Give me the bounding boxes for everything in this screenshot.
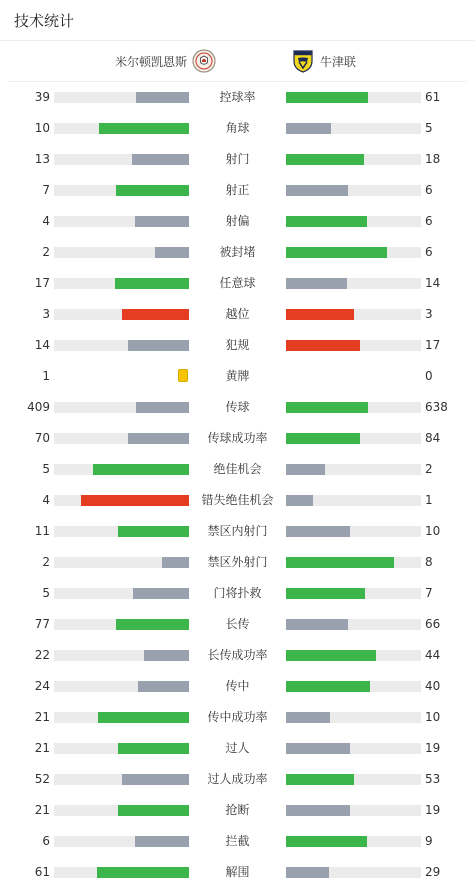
home-bar [144, 650, 189, 661]
away-bar [286, 526, 350, 537]
away-value: 6 [425, 214, 433, 228]
home-value: 13 [34, 152, 50, 166]
home-bar-track [54, 278, 189, 289]
away-team-name: 牛津联 [320, 54, 357, 69]
stat-label: 传球 [225, 400, 250, 414]
away-value: 17 [425, 338, 441, 352]
oxford-united-crest-icon [291, 49, 315, 73]
away-value: 44 [425, 648, 441, 662]
stat-label: 越位 [225, 307, 250, 321]
away-value: 61 [425, 90, 441, 104]
home-bar-track [54, 867, 189, 878]
stat-row [0, 180, 475, 200]
away-bar-track [286, 278, 421, 289]
away-bar-track [286, 588, 421, 599]
home-bar [138, 681, 189, 692]
away-bar-track [286, 619, 421, 630]
home-value: 4 [42, 214, 50, 228]
home-bar-track [54, 619, 189, 630]
home-value: 1 [42, 369, 50, 383]
home-value: 409 [27, 400, 50, 414]
away-bar-track [286, 681, 421, 692]
home-bar-track [54, 526, 189, 537]
home-bar [118, 743, 189, 754]
stat-label: 过人成功率 [207, 772, 268, 786]
stat-row [0, 831, 475, 851]
away-bar [286, 557, 394, 568]
away-bar-track [286, 526, 421, 537]
away-value: 3 [425, 307, 433, 321]
stat-row [0, 645, 475, 665]
away-bar [286, 743, 350, 754]
stat-row [0, 614, 475, 634]
away-bar-track [286, 650, 421, 661]
home-value: 70 [34, 431, 50, 445]
stat-row [0, 211, 475, 231]
away-bar [286, 309, 354, 320]
away-bar [286, 185, 348, 196]
away-bar [286, 836, 367, 847]
home-bar [132, 154, 189, 165]
mk-dons-crest-icon [192, 49, 216, 73]
teams-row [9, 41, 466, 82]
home-value: 3 [42, 307, 50, 321]
away-value: 638 [425, 400, 448, 414]
away-bar-track [286, 805, 421, 816]
stat-label: 禁区内射门 [207, 524, 268, 538]
home-bar-track [54, 402, 189, 413]
away-bar-track [286, 495, 421, 506]
home-team-name: 米尔顿凯恩斯 [114, 54, 187, 69]
stat-label: 抢断 [225, 803, 250, 817]
away-value: 5 [425, 121, 433, 135]
away-bar [286, 650, 376, 661]
away-bar [286, 154, 364, 165]
away-bar-track [286, 433, 421, 444]
stat-row [0, 366, 475, 386]
home-value: 10 [34, 121, 50, 135]
away-value: 1 [425, 493, 433, 507]
away-value: 18 [425, 152, 441, 166]
away-bar-track [286, 309, 421, 320]
home-value: 77 [34, 617, 50, 631]
stat-label: 解围 [225, 865, 250, 879]
away-value: 84 [425, 431, 441, 445]
away-bar [286, 216, 367, 227]
home-bar [128, 340, 189, 351]
away-value: 19 [425, 803, 441, 817]
home-bar [155, 247, 189, 258]
home-bar [118, 526, 189, 537]
home-value: 5 [42, 462, 50, 476]
home-bar-track [54, 805, 189, 816]
home-bar-track [54, 712, 189, 723]
away-bar [286, 774, 354, 785]
away-value: 10 [425, 710, 441, 724]
stat-label: 过人 [225, 741, 250, 755]
home-bar-track [54, 557, 189, 568]
away-value: 0 [425, 369, 433, 383]
away-bar-track [286, 743, 421, 754]
away-value: 6 [425, 183, 433, 197]
section-header [0, 0, 475, 41]
away-bar [286, 464, 325, 475]
home-value: 21 [34, 803, 50, 817]
stat-row [0, 118, 475, 138]
home-bar-track [54, 123, 189, 134]
away-bar-track [286, 92, 421, 103]
stat-row [0, 738, 475, 758]
home-value: 11 [34, 524, 50, 538]
stat-label: 门将扑救 [213, 586, 262, 600]
away-value: 7 [425, 586, 433, 600]
away-bar-track [286, 154, 421, 165]
away-value: 9 [425, 834, 433, 848]
home-bar [115, 278, 189, 289]
away-bar-track [286, 185, 421, 196]
stat-row [0, 800, 475, 820]
home-bar [98, 712, 189, 723]
away-value: 10 [425, 524, 441, 538]
away-bar [286, 247, 387, 258]
home-bar-track [54, 774, 189, 785]
home-value: 6 [42, 834, 50, 848]
away-bar [286, 867, 329, 878]
home-value: 24 [34, 679, 50, 693]
stat-label: 传球成功率 [207, 431, 268, 445]
stat-row [0, 149, 475, 169]
section-title: 技术统计 [14, 11, 75, 30]
stat-label: 射偏 [225, 214, 250, 228]
away-bar-track [286, 774, 421, 785]
stat-label: 黄牌 [225, 369, 250, 383]
away-value: 14 [425, 276, 441, 290]
home-bar-track [54, 743, 189, 754]
home-bar [116, 619, 189, 630]
away-bar-track [286, 867, 421, 878]
stat-row [0, 707, 475, 727]
away-bar-track [286, 836, 421, 847]
away-value: 53 [425, 772, 441, 786]
away-bar [286, 712, 330, 723]
home-team[interactable] [115, 49, 216, 73]
home-bar [122, 309, 190, 320]
away-value: 66 [425, 617, 441, 631]
away-bar-track [286, 216, 421, 227]
away-value: 29 [425, 865, 441, 879]
home-value: 5 [42, 586, 50, 600]
home-bar-track [54, 216, 189, 227]
home-bar [128, 433, 189, 444]
away-bar [286, 340, 360, 351]
home-value: 7 [42, 183, 50, 197]
home-value: 61 [34, 865, 50, 879]
stat-label: 角球 [225, 121, 250, 135]
away-team[interactable] [291, 49, 356, 73]
away-value: 19 [425, 741, 441, 755]
away-bar-track [286, 340, 421, 351]
home-bar-track [54, 650, 189, 661]
home-bar-track [54, 340, 189, 351]
home-bar [136, 402, 189, 413]
home-value: 52 [34, 772, 50, 786]
stat-label: 任意球 [219, 276, 256, 290]
home-bar-track [54, 247, 189, 258]
stat-row [0, 335, 475, 355]
home-bar-track [54, 495, 189, 506]
home-value: 39 [34, 90, 50, 104]
home-bar [118, 805, 189, 816]
away-bar-track [286, 712, 421, 723]
home-bar [162, 557, 189, 568]
yellow-card-icon [178, 369, 188, 382]
away-bar-track [286, 557, 421, 568]
stat-label: 犯规 [225, 338, 250, 352]
stat-row [0, 242, 475, 262]
away-bar-track [286, 464, 421, 475]
away-bar [286, 402, 368, 413]
stat-row [0, 676, 475, 696]
stat-label: 传中 [225, 679, 250, 693]
home-bar [93, 464, 189, 475]
away-value: 2 [425, 462, 433, 476]
home-bar-track [54, 309, 189, 320]
away-value: 8 [425, 555, 433, 569]
stat-row [0, 521, 475, 541]
stat-row [0, 862, 475, 882]
home-bar [133, 588, 189, 599]
away-bar [286, 588, 365, 599]
home-bar-track [54, 154, 189, 165]
home-bar [99, 123, 189, 134]
stat-label: 射正 [225, 183, 250, 197]
home-value: 4 [42, 493, 50, 507]
away-value: 40 [425, 679, 441, 693]
stat-row [0, 397, 475, 417]
home-bar-track [54, 185, 189, 196]
home-bar-track [54, 433, 189, 444]
home-bar-track [54, 681, 189, 692]
home-bar-track [54, 588, 189, 599]
home-bar-track [54, 836, 189, 847]
stat-label: 长传成功率 [207, 648, 268, 662]
stat-row [0, 273, 475, 293]
home-value: 14 [34, 338, 50, 352]
home-value: 21 [34, 741, 50, 755]
home-value: 2 [42, 245, 50, 259]
away-bar-track [286, 402, 421, 413]
home-bar-track [54, 464, 189, 475]
home-value: 22 [34, 648, 50, 662]
stat-row [0, 87, 475, 107]
stat-row [0, 769, 475, 789]
away-bar [286, 681, 370, 692]
stat-label: 拦截 [225, 834, 250, 848]
home-bar [135, 836, 189, 847]
stat-row [0, 459, 475, 479]
away-bar [286, 433, 360, 444]
stat-label: 绝佳机会 [213, 462, 262, 476]
home-bar-track [54, 92, 189, 103]
stat-label: 禁区外射门 [207, 555, 268, 569]
away-bar-track [286, 123, 421, 134]
home-bar [135, 216, 189, 227]
stat-label: 长传 [225, 617, 250, 631]
home-bar [116, 185, 189, 196]
home-bar [122, 774, 189, 785]
stat-label: 传中成功率 [207, 710, 268, 724]
stat-row [0, 583, 475, 603]
away-value: 6 [425, 245, 433, 259]
home-bar [136, 92, 189, 103]
stat-label: 控球率 [219, 90, 256, 104]
away-bar [286, 619, 348, 630]
away-bar-track [286, 247, 421, 258]
stat-label: 射门 [225, 152, 250, 166]
home-value: 2 [42, 555, 50, 569]
home-bar [81, 495, 189, 506]
home-value: 17 [34, 276, 50, 290]
away-bar [286, 805, 350, 816]
away-bar [286, 495, 313, 506]
stat-row [0, 428, 475, 448]
away-bar [286, 278, 347, 289]
stat-row [0, 304, 475, 324]
stat-row [0, 552, 475, 572]
home-bar [97, 867, 189, 878]
stat-label: 错失绝佳机会 [201, 493, 274, 507]
home-value: 21 [34, 710, 50, 724]
stat-row [0, 490, 475, 510]
away-bar [286, 123, 331, 134]
away-bar [286, 92, 368, 103]
stat-label: 被封堵 [219, 245, 256, 259]
